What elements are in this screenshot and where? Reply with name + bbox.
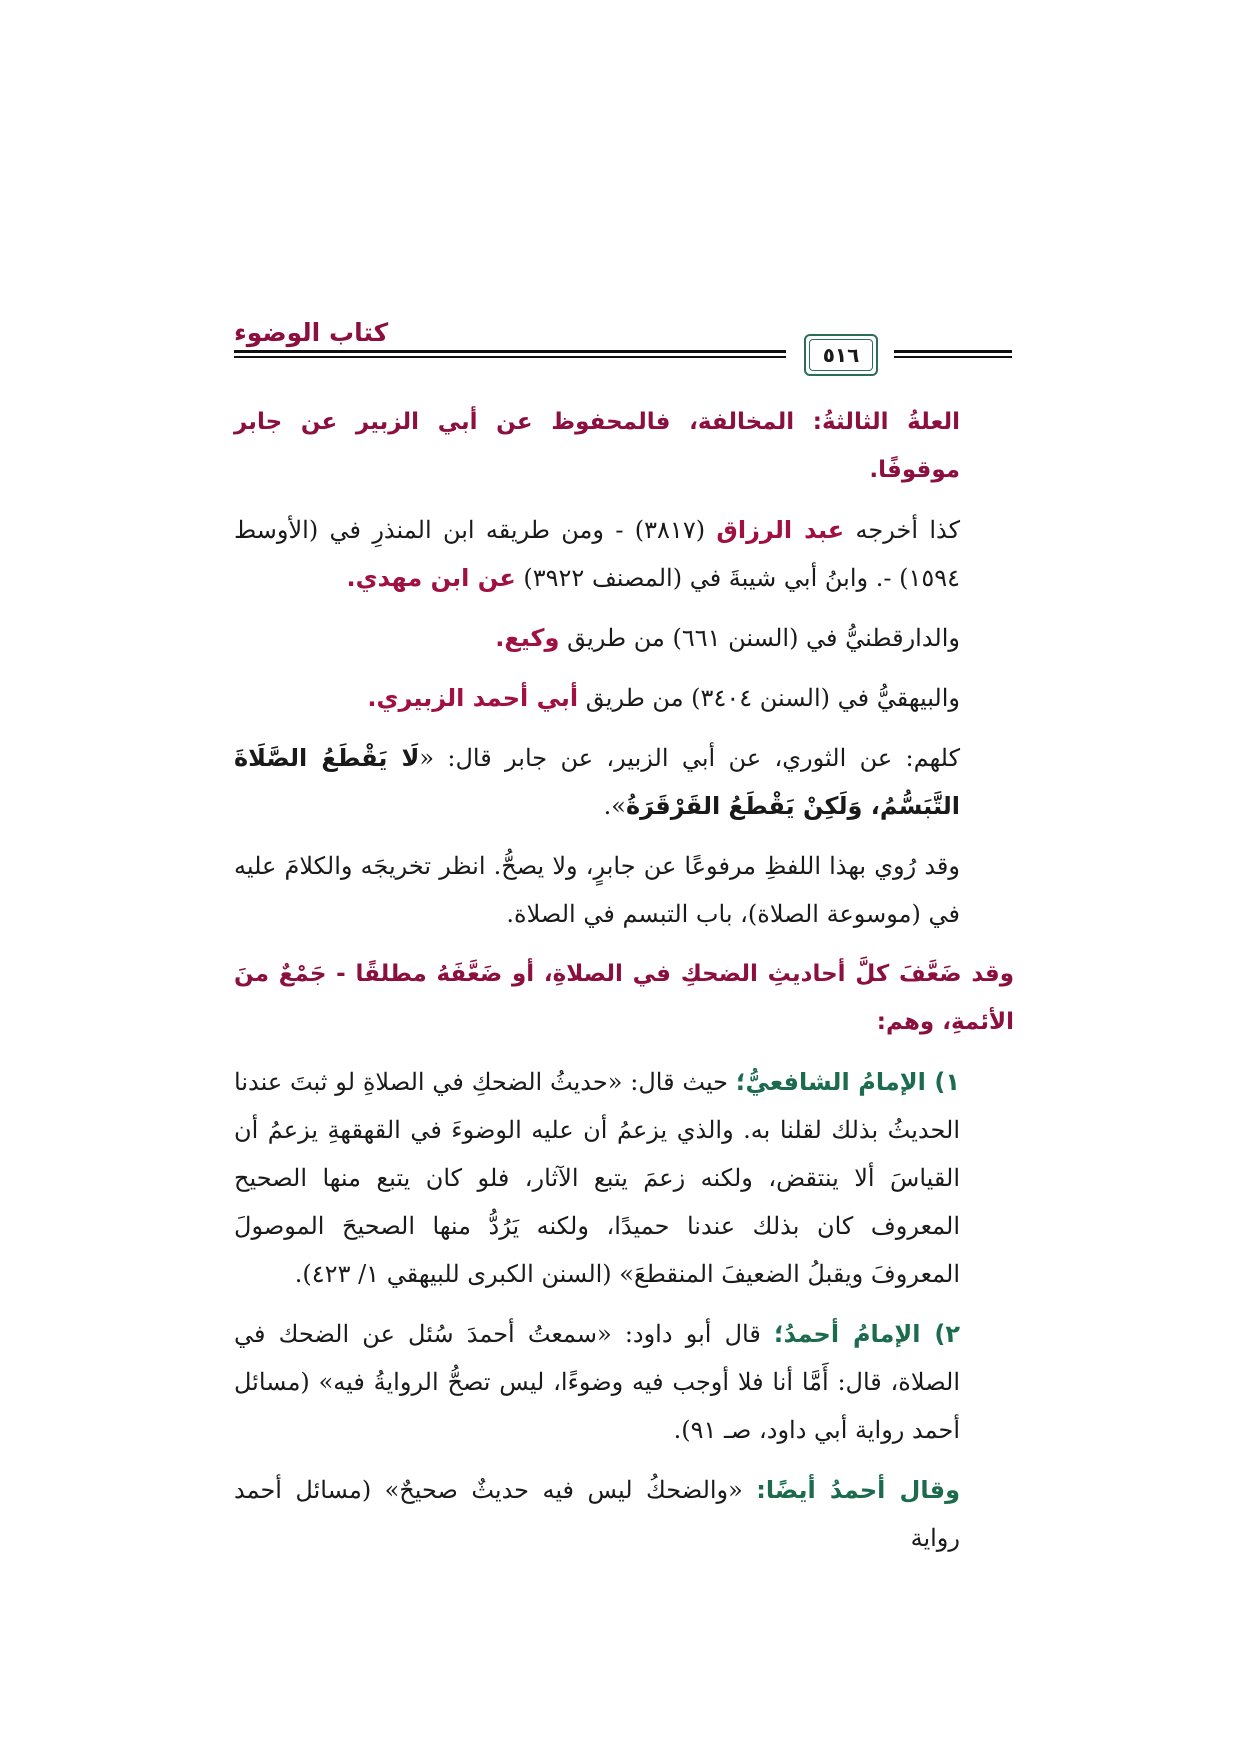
text: والبيهقيُّ في (السنن ٣٤٠٤) من طريق bbox=[578, 684, 960, 712]
header-rule-thin bbox=[234, 356, 786, 358]
narrator-name: وكيع. bbox=[495, 624, 560, 652]
page-header bbox=[234, 318, 1012, 388]
paragraph-shafii bbox=[234, 1058, 1014, 1298]
paragraph-ahmad bbox=[234, 1310, 1014, 1454]
text: حيث قال: «حديثُ الضحكِ في الصلاةِ لو ثبتَ عندنا الحديثُ بذلك لقلنا به. والذي يزعمُ أن عليه الوضوءَ في القهقهةِ يزعمُ أن القياسَ ألا ينتقض، ولكنه زعمَ يتبع الآثار، فلو كان يتبع منها الصحيح المعروف كان بذلك عندنا حميدًا، ولكنه يَرُدُّ منها الصحيحَ الموصولَ المعروفَ ويقبلُ الضعيفَ المنقطعَ» (السنن الكبرى للبيهقي ١/ ٤٢٣). bbox=[234, 1068, 960, 1288]
header-rule-right-thin bbox=[894, 356, 1012, 358]
imam-name: وقال أحمدُ أيضًا: bbox=[756, 1476, 960, 1504]
narrator-name: أبي أحمد الزبيري. bbox=[367, 684, 579, 712]
header-rule-right bbox=[894, 350, 1012, 353]
narrator-name: عبد الرزاق bbox=[716, 516, 845, 544]
hadith-quote: لَا يَقْطَعُ الصَّلَاةَ التَّبَسُّمُ، وَلَكِنْ يَقْطَعُ القَرْقَرَةُ bbox=[234, 744, 960, 820]
paragraph-ahmad-also bbox=[234, 1466, 1014, 1562]
text: قال أبو داود: «سمعتُ أحمدَ سُئل عن الضحك في الصلاة، قال: أَمَّا أنا فلا أوجب فيه وضوءًا، ليس تصحُّ الروايةُ فيه» (مسائل أحمد رواية أبي داود، صـ ٩١). bbox=[234, 1320, 960, 1444]
book-title: كتاب الوضوء bbox=[234, 318, 389, 347]
narrator-name: عن ابن مهدي. bbox=[346, 564, 516, 592]
text: (٣٨١٧) - ومن طريقه ابن المنذرِ في (الأوسط ١٥٩٤) -. وابنُ أبي شيبةَ في (المصنف ٣٩٢٢) bbox=[234, 516, 960, 592]
header-rule bbox=[234, 350, 786, 353]
page-body bbox=[234, 398, 1014, 1574]
section-heading-weakening-imams: وقد ضَعَّفَ كلَّ أحاديثِ الضحكِ في الصلاةِ، أو ضَعَّفَهُ مطلقًا - جَمْعٌ منَ الأئمةِ، وهم: bbox=[234, 961, 1014, 1035]
imam-name: ١) الإمامُ الشافعيُّ؛ bbox=[735, 1068, 960, 1096]
paragraph-bayhaqi bbox=[234, 674, 1014, 722]
page-number: ٥١٦ bbox=[822, 343, 860, 367]
page-number-badge bbox=[804, 334, 878, 376]
text: ». bbox=[603, 792, 626, 820]
paragraph-marfu-note: وقد رُوي بهذا اللفظِ مرفوعًا عن جابرٍ، ولا يصحُّ. انظر تخريجَه والكلامَ عليه في (موسوعة الصلاة)، باب التبسم في الصلاة. bbox=[234, 852, 960, 928]
section-heading-third-defect: العلةُ الثالثةُ: المخالفة، فالمحفوظ عن أبي الزبير عن جابر موقوفًا. bbox=[234, 409, 960, 483]
text: كذا أخرجه bbox=[844, 516, 961, 544]
text: «والضحكُ ليس فيه حديثٌ صحيحٌ» (مسائل أحمد رواية bbox=[234, 1476, 960, 1552]
imam-name: ٢) الإمامُ أحمدُ؛ bbox=[773, 1320, 961, 1348]
paragraph-hadith-text bbox=[234, 734, 1014, 830]
paragraph-takhrij bbox=[234, 506, 1014, 602]
paragraph-daraqutni bbox=[234, 614, 1014, 662]
text: كلهم: عن الثوري، عن أبي الزبير، عن جابر قال: « bbox=[419, 744, 961, 772]
text: والدارقطنيُّ في (السنن ٦٦١) من طريق bbox=[559, 624, 960, 652]
